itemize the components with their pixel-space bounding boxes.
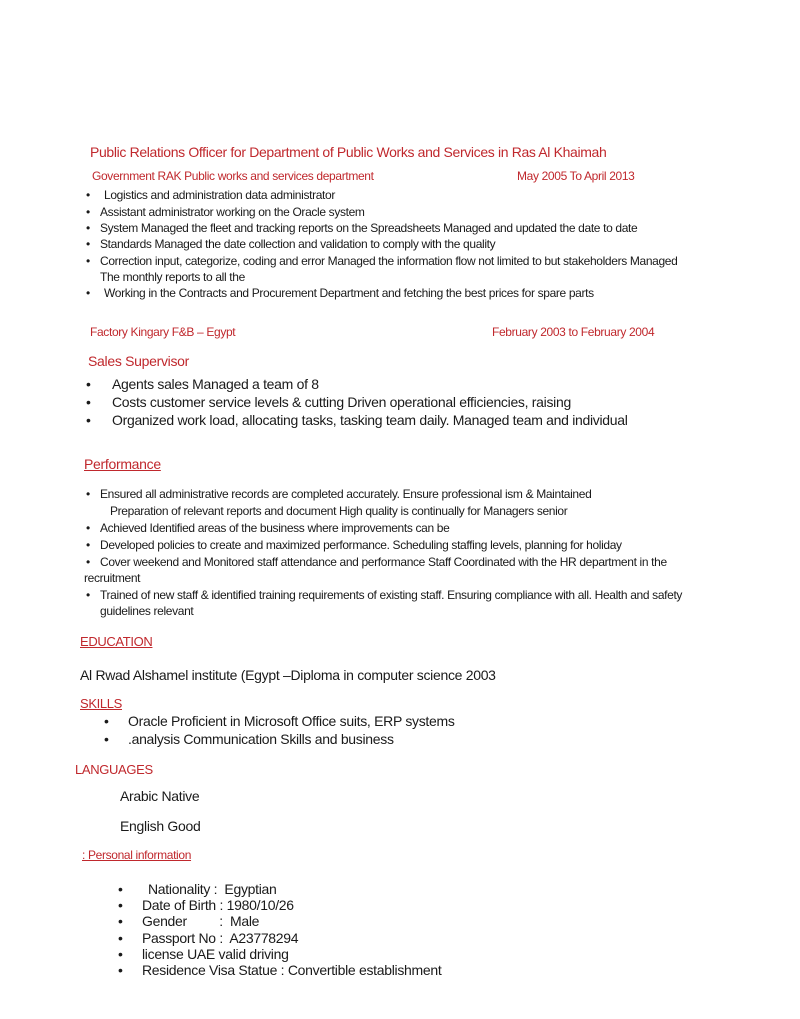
job-bullet-continuation: The monthly reports to all the	[100, 270, 245, 284]
skill-item: Oracle Proficient in Microsoft Office suits, ERP systems	[128, 713, 455, 729]
bullet-icon: •	[86, 376, 91, 392]
personal-item: Passport No : A23778294	[142, 930, 299, 946]
job-bullet: Costs customer service levels & cutting Driven operational efficiencies, raising	[112, 394, 571, 410]
performance-item-continuation: recruitment	[84, 571, 141, 585]
bullet-icon: •	[118, 962, 123, 978]
job-title: Sales Supervisor	[88, 353, 190, 369]
bullet-icon: •	[86, 254, 91, 268]
bullet-icon: •	[118, 913, 123, 929]
bullet-icon: •	[86, 521, 91, 535]
bullet-icon: •	[86, 237, 91, 251]
personal-item: Residence Visa Statue : Convertible establishment	[142, 962, 442, 978]
performance-item: Developed policies to create and maximized performance. Scheduling staffing levels, planning for holiday	[100, 538, 622, 552]
bullet-icon: •	[86, 588, 91, 602]
languages-heading: LANGUAGES	[75, 762, 153, 777]
company-name: Factory Kingary F&B – Egypt	[90, 325, 236, 339]
bullet-icon: •	[86, 286, 91, 300]
job-bullet: Organized work load, allocating tasks, tasking team daily. Managed team and individual	[112, 412, 628, 428]
performance-item: Cover weekend and Monitored staff attendance and performance Staff Coordinated with the HR department in the	[100, 555, 667, 569]
education-heading: EDUCATION	[80, 634, 153, 649]
language-item: English Good	[120, 818, 201, 834]
job-bullet: Correction input, categorize, coding and error Managed the information flow not limited to but stakeholders Managed	[100, 254, 678, 268]
job-dates: May 2005 To April 2013	[517, 169, 635, 183]
skill-item: .analysis Communication Skills and business	[128, 731, 394, 747]
job-title: Public Relations Officer for Department of Public Works and Services in Ras Al Khaimah	[90, 144, 607, 160]
job-bullet: System Managed the fleet and tracking reports on the Spreadsheets Managed and updated the date to date	[100, 221, 638, 235]
bullet-icon: •	[86, 394, 91, 410]
bullet-icon: •	[86, 205, 91, 219]
performance-item: Ensured all administrative records are completed accurately. Ensure professional ism & Maintained	[100, 487, 592, 501]
bullet-icon: •	[104, 713, 109, 729]
performance-item: Achieved Identified areas of the business where improvements can be	[100, 521, 450, 535]
performance-item-continuation: guidelines relevant	[100, 604, 194, 618]
bullet-icon: •	[86, 555, 91, 569]
personal-item: Date of Birth : 1980/10/26	[142, 897, 294, 913]
company-name: Government RAK Public works and services department	[92, 169, 374, 183]
job-bullet: Assistant administrator working on the Oracle system	[100, 205, 365, 219]
job-bullet: Logistics and administration data administrator	[104, 188, 336, 202]
bullet-icon: •	[104, 731, 109, 747]
bullet-icon: •	[86, 538, 91, 552]
performance-heading: Performance	[84, 456, 161, 472]
performance-item: Trained of new staff & identified training requirements of existing staff. Ensuring compliance with all. Health and safety	[100, 588, 683, 602]
bullet-icon: •	[118, 897, 123, 913]
job-dates: February 2003 to February 2004	[492, 325, 655, 339]
personal-item: license UAE valid driving	[142, 946, 289, 962]
personal-item: Nationality : Egyptian	[148, 881, 277, 897]
bullet-icon: •	[86, 487, 91, 501]
bullet-icon: •	[118, 946, 123, 962]
personal-item: Gender : Male	[142, 913, 260, 929]
job-bullet: Agents sales Managed a team of 8	[112, 376, 319, 392]
performance-item-continuation: Preparation of relevant reports and document High quality is continually for Managers senior	[110, 504, 568, 518]
job-bullet: Working in the Contracts and Procurement Department and fetching the best prices for spare parts	[104, 286, 594, 300]
bullet-icon: •	[118, 881, 123, 897]
bullet-icon: •	[86, 412, 91, 428]
job-bullet: Standards Managed the date collection and validation to comply with the quality	[100, 237, 496, 251]
skills-heading: SKILLS	[80, 696, 122, 711]
personal-heading: : Personal information	[82, 848, 192, 862]
bullet-icon: •	[86, 188, 91, 202]
bullet-icon: •	[86, 221, 91, 235]
education-entry: Al Rwad Alshamel institute (Egypt –Diploma in computer science 2003	[80, 667, 496, 683]
bullet-icon: •	[118, 930, 123, 946]
language-item: Arabic Native	[120, 788, 200, 804]
